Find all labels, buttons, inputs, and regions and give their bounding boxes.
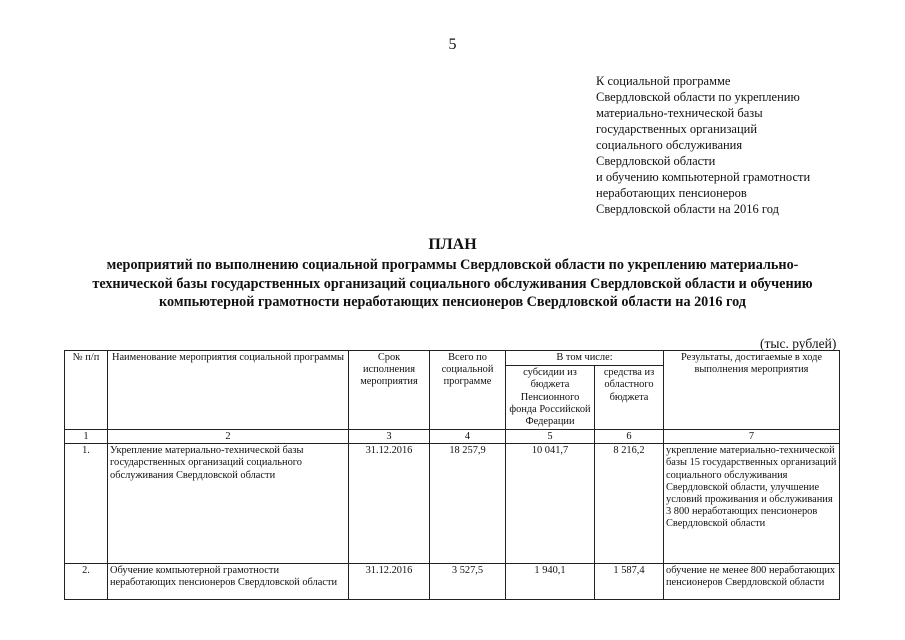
subtitle-line: мероприятий по выполнению социальной программы Свердловской области по укреплению материально- — [106, 257, 799, 273]
header-name: Наименование мероприятия социальной программы — [108, 351, 349, 430]
row-name: Укрепление материально-технической базы государственных организаций социального обслуживания Свердловской области — [108, 444, 349, 564]
header-regional: средства из областного бюджета — [595, 366, 664, 430]
header-including: В том числе: — [506, 351, 664, 366]
column-number: 7 — [664, 430, 840, 444]
header-subsidy: субсидии из бюджета Пенсионного фонда Российской Федерации — [506, 366, 595, 430]
annex-line: и обучению компьютерной грамотности — [596, 170, 811, 184]
header-deadline: Срок исполнения мероприятия — [349, 351, 430, 430]
column-number: 5 — [506, 430, 595, 444]
row-num: 1. — [65, 444, 108, 564]
row-num: 2. — [65, 564, 108, 600]
page-number: 5 — [448, 36, 457, 53]
row-subsidy: 10 041,7 — [506, 444, 595, 564]
header-total: Всего по социальной программе — [430, 351, 506, 430]
column-number: 1 — [65, 430, 108, 444]
row-deadline: 31.12.2016 — [349, 444, 430, 564]
document-subtitle — [40, 256, 865, 312]
annex-line: Свердловской области по укреплению — [596, 90, 800, 104]
row-subsidy: 1 940,1 — [506, 564, 595, 600]
table-header-row — [65, 351, 840, 366]
subtitle-line: технической базы государственных организаций социального обслуживания Свердловской области и обучению — [92, 275, 813, 292]
header-num: № п/п — [65, 351, 108, 430]
annex-line: Свердловской области на 2016 год — [596, 202, 779, 216]
column-number: 6 — [595, 430, 664, 444]
row-deadline: 31.12.2016 — [349, 564, 430, 600]
units-label: (тыс. рублей) — [760, 336, 837, 351]
annex-reference — [596, 73, 810, 217]
column-number: 2 — [108, 430, 349, 444]
header-results: Результаты, достигаемые в ходе выполнения мероприятия — [664, 351, 840, 430]
annex-line: неработающих пенсионеров — [596, 186, 747, 200]
row-total: 18 257,9 — [430, 444, 506, 564]
row-results: обучение не менее 800 неработающих пенсионеров Свердловской области — [664, 564, 840, 600]
column-number: 3 — [349, 430, 430, 444]
column-number: 4 — [430, 430, 506, 444]
row-name: Обучение компьютерной грамотности неработающих пенсионеров Свердловской области — [108, 564, 349, 600]
subtitle-line: компьютерной грамотности неработающих пенсионеров Свердловской области на 2016 год — [159, 294, 746, 310]
table-row — [65, 564, 840, 600]
row-total: 3 527,5 — [430, 564, 506, 600]
row-regional: 8 216,2 — [595, 444, 664, 564]
annex-line: социального обслуживания — [596, 138, 743, 152]
column-numbers-row — [65, 430, 840, 444]
annex-line: К социальной программе — [596, 74, 731, 88]
annex-line: материально-технической базы — [596, 106, 763, 120]
plan-table — [64, 350, 840, 600]
annex-line: государственных организаций — [596, 122, 758, 136]
row-results: укрепление материально-технической базы 15 государственных организаций социального обслуживания Свердловской области, улучшение условий проживания и обслуживания 3 800 неработающих пенсионеров Свердловской области — [664, 444, 840, 564]
annex-line: Свердловской области — [596, 154, 716, 168]
document-title: ПЛАН — [428, 236, 477, 253]
table-row — [65, 444, 840, 564]
row-regional: 1 587,4 — [595, 564, 664, 600]
